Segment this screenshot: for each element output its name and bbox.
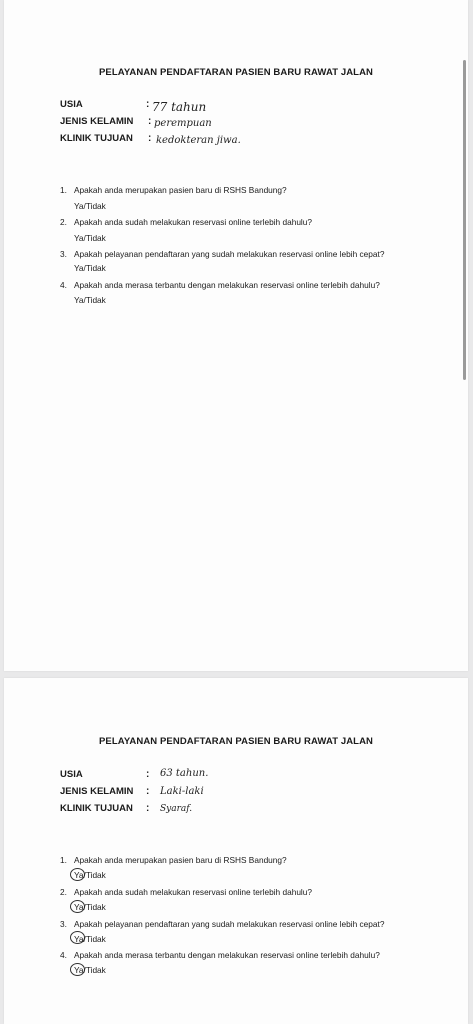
label-klinik-tujuan: KLINIK TUJUAN: [60, 803, 133, 814]
value-jenis-kelamin: perempuan: [154, 118, 212, 129]
value-klinik-tujuan: kedokteran jiwa.: [156, 135, 241, 146]
question-number: 3.: [60, 249, 67, 259]
scrollbar[interactable]: [463, 60, 466, 380]
answer-option: Ya/Tidak: [74, 870, 106, 880]
question-number: 3.: [60, 919, 67, 929]
label-jenis-kelamin: JENIS KELAMIN: [60, 786, 134, 797]
answer-option: Ya/Tidak: [74, 201, 106, 211]
answer-option: Ya/Tidak: [74, 295, 106, 305]
colon: :: [148, 133, 152, 144]
value-usia: 63 tahun.: [160, 768, 209, 779]
question-number: 4.: [60, 280, 67, 290]
question-number: 4.: [60, 950, 67, 960]
question-number: 1.: [60, 855, 67, 865]
label-jenis-kelamin: JENIS KELAMIN: [60, 116, 134, 127]
question-text: Apakah anda merupakan pasien baru di RSHS Bandung?: [74, 855, 287, 865]
answer-option: Ya/Tidak: [74, 934, 106, 944]
question-number: 1.: [60, 185, 67, 195]
value-jenis-kelamin: Laki-laki: [160, 786, 204, 797]
question-text: Apakah pelayanan pendaftaran yang sudah melakukan reservasi online lebih cepat?: [74, 249, 385, 259]
label-klinik-tujuan: KLINIK TUJUAN: [60, 133, 133, 144]
label-usia: USIA: [60, 769, 83, 780]
question-text: Apakah pelayanan pendaftaran yang sudah melakukan reservasi online lebih cepat?: [74, 919, 385, 929]
colon: :: [148, 116, 152, 127]
question-text: Apakah anda sudah melakukan reservasi online terlebih dahulu?: [74, 887, 313, 897]
form-page-1: [4, 0, 468, 671]
answer-option: Ya/Tidak: [74, 902, 106, 912]
answer-option: Ya/Tidak: [74, 233, 106, 243]
colon: :: [146, 99, 150, 110]
colon: :: [146, 769, 150, 780]
question-text: Apakah anda merasa terbantu dengan melakukan reservasi online terlebih dahulu?: [74, 950, 380, 960]
answer-option: Ya/Tidak: [74, 965, 106, 975]
question-text: Apakah anda merasa terbantu dengan melakukan reservasi online terlebih dahulu?: [74, 280, 380, 290]
colon: :: [146, 803, 150, 814]
answer-option: Ya/Tidak: [74, 263, 106, 273]
label-usia: USIA: [60, 99, 83, 110]
form-title: PELAYANAN PENDAFTARAN PASIEN BARU RAWAT JALAN: [98, 736, 374, 747]
value-usia: 77 tahun: [152, 100, 207, 114]
question-number: 2.: [60, 217, 67, 227]
form-title: PELAYANAN PENDAFTARAN PASIEN BARU RAWAT JALAN: [98, 67, 374, 78]
question-text: Apakah anda sudah melakukan reservasi online terlebih dahulu?: [74, 217, 313, 227]
question-text: Apakah anda merupakan pasien baru di RSHS Bandung?: [74, 185, 287, 195]
colon: :: [146, 786, 150, 797]
value-klinik-tujuan: Syaraf.: [160, 804, 193, 814]
question-number: 2.: [60, 887, 67, 897]
form-page-2: [4, 678, 468, 1024]
